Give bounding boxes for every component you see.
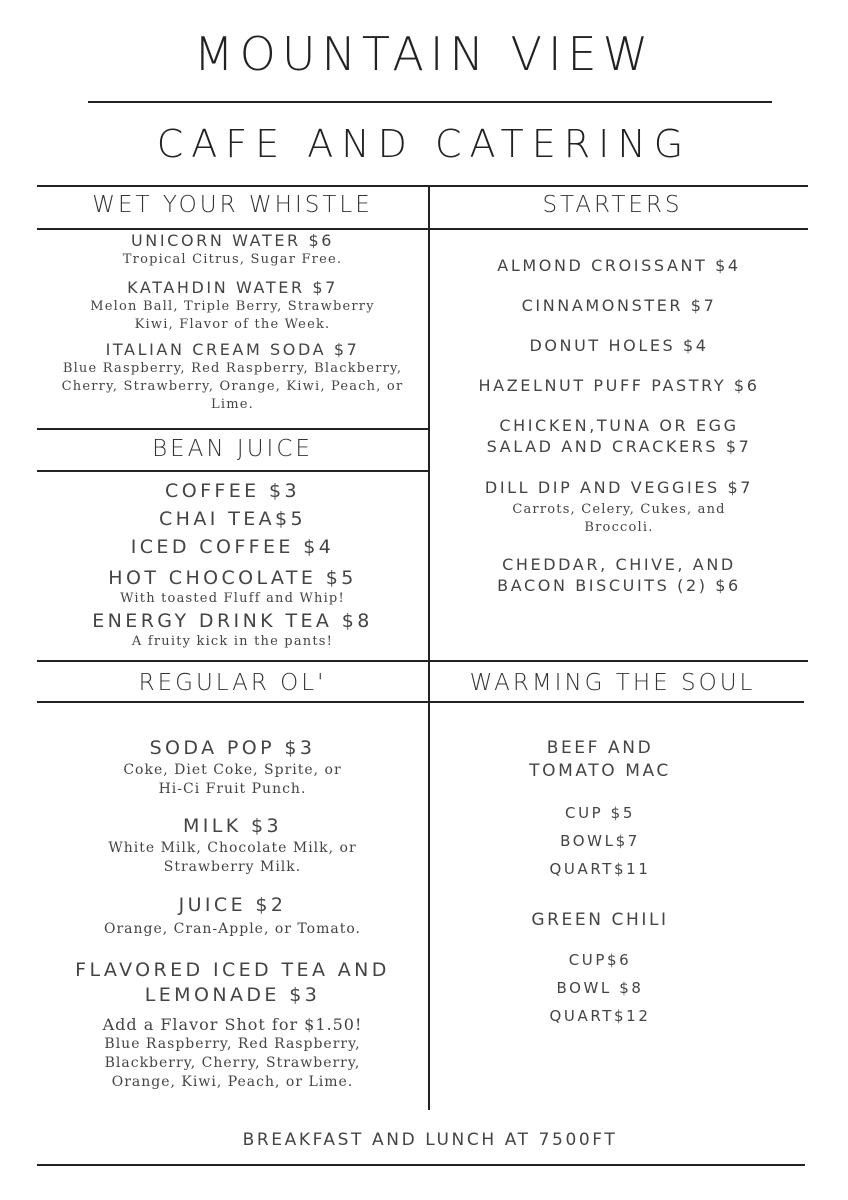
regular-ol-list [37,736,428,1092]
heading-starters: STARTERS [542,192,683,218]
size-price: BOWL$7 [560,832,640,850]
menu-item-name: JUICE $2 [178,894,287,916]
menu-item-name: COFFEE $3 [165,480,300,502]
menu-item-desc: Broccoli. [584,520,654,535]
right-head-underline-3 [430,701,804,703]
menu-item-desc: Cherry, Strawberry, Orange, Kiwi, Peach, or [61,379,404,394]
bean-juice-underline [37,470,428,472]
menu-item-name: HAZELNUT PUFF PASTRY $6 [478,376,760,395]
menu-item-name: DONUT HOLES $4 [529,336,709,355]
bean-juice-list [37,479,428,650]
menu-item-desc: Orange, Kiwi, Peach, or Lime. [111,1074,354,1090]
menu-item-note: Add a Flavor Shot for $1.50! [102,1015,363,1034]
menu-item-name: ALMOND CROISSANT $4 [497,256,741,275]
heading-wet-your-whistle: WET YOUR WHISTLE [92,192,373,218]
menu-item-desc: Blackberry, Cherry, Strawberry, [104,1055,361,1071]
menu-item-desc: With toasted Fluff and Whip! [120,591,345,606]
menu-item-name: DILL DIP AND VEGGIES $7 [484,478,754,497]
menu-item-name: CHICKEN,TUNA OR EGG [499,416,739,435]
menu-item-desc: Carrots, Celery, Cukes, and [512,502,726,517]
menu-item-name: TOMATO MAC [529,761,671,781]
menu-item-desc: Kiwi, Flavor of the Week. [134,317,331,332]
page-title: MOUNTAIN VIEW [193,27,655,81]
menu-item-desc: Strawberry Milk. [163,859,302,875]
menu-item-desc: Melon Ball, Triple Berry, Strawberry [90,299,375,314]
menu-item-name: CHEDDAR, CHIVE, AND [502,555,736,574]
menu-item-name: CHAI TEA$5 [159,508,306,530]
menu-item-desc: White Milk, Chocolate Milk, or [108,840,357,856]
menu-item-name: GREEN CHILI [531,910,669,930]
menu-item-name: BEEF AND [546,738,654,758]
footer-line [37,1164,805,1166]
menu-item-name: KATAHDIN WATER $7 [127,278,338,297]
menu-item-desc: Orange, Cran-Apple, or Tomato. [103,921,361,937]
menu-item-name: UNICORN WATER $6 [130,231,335,250]
menu-item-desc: Hi-Ci Fruit Punch. [158,781,307,797]
right-head-underline-1 [430,228,808,230]
heading-warming-the-soul: WARMING THE SOUL [469,670,756,696]
menu-item-desc: Coke, Diet Coke, Sprite, or [123,762,342,778]
wet-your-whistle-list [37,230,428,414]
menu-item-name: CINNAMONSTER $7 [521,296,717,315]
warming-the-soul-list [430,737,770,1027]
menu-item-desc: A fruity kick in the pants! [131,634,334,649]
menu-item-name: HOT CHOCOLATE $5 [108,567,357,589]
menu-item-desc: Lime. [211,397,254,412]
size-price: QUART$11 [549,860,651,878]
heading-regular-ol: REGULAR OL' [138,670,327,696]
page-subtitle: CAFE AND CATERING [156,122,692,166]
starters-list [430,255,808,596]
footer-text: BREAKFAST AND LUNCH AT 7500FT [242,1130,618,1150]
menu-item-name: FLAVORED ICED TEA AND [75,959,390,981]
section-row-2-topline [37,660,808,662]
menu-item-desc: Blue Raspberry, Red Raspberry, Blackberry, [62,361,403,376]
size-price: QUART$12 [549,1007,651,1025]
menu-item-name: BACON BISCUITS (2) $6 [497,576,741,595]
size-price: CUP$6 [568,951,632,969]
heading-bean-juice: BEAN JUICE [152,436,313,462]
grid-top-line [37,185,808,187]
menu-item-name: MILK $3 [182,815,283,837]
bean-juice-topline [37,428,428,430]
menu-item-name: ICED COFFEE $4 [130,536,335,558]
menu-item-desc: Blue Raspberry, Red Raspberry, [104,1036,361,1052]
size-price: BOWL $8 [556,979,644,997]
menu-item-name: SODA POP $3 [149,737,316,759]
title-divider [88,101,772,103]
left-head-underline-3 [37,701,428,703]
menu-item-desc: Tropical Citrus, Sugar Free. [122,252,343,267]
menu-item-name: ENERGY DRINK TEA $8 [92,610,373,632]
menu-item-name: ITALIAN CREAM SODA $7 [105,340,360,359]
menu-item-name: SALAD AND CRACKERS $7 [486,437,752,456]
menu-item-name: LEMONADE $3 [144,984,321,1006]
size-price: CUP $5 [565,804,635,822]
